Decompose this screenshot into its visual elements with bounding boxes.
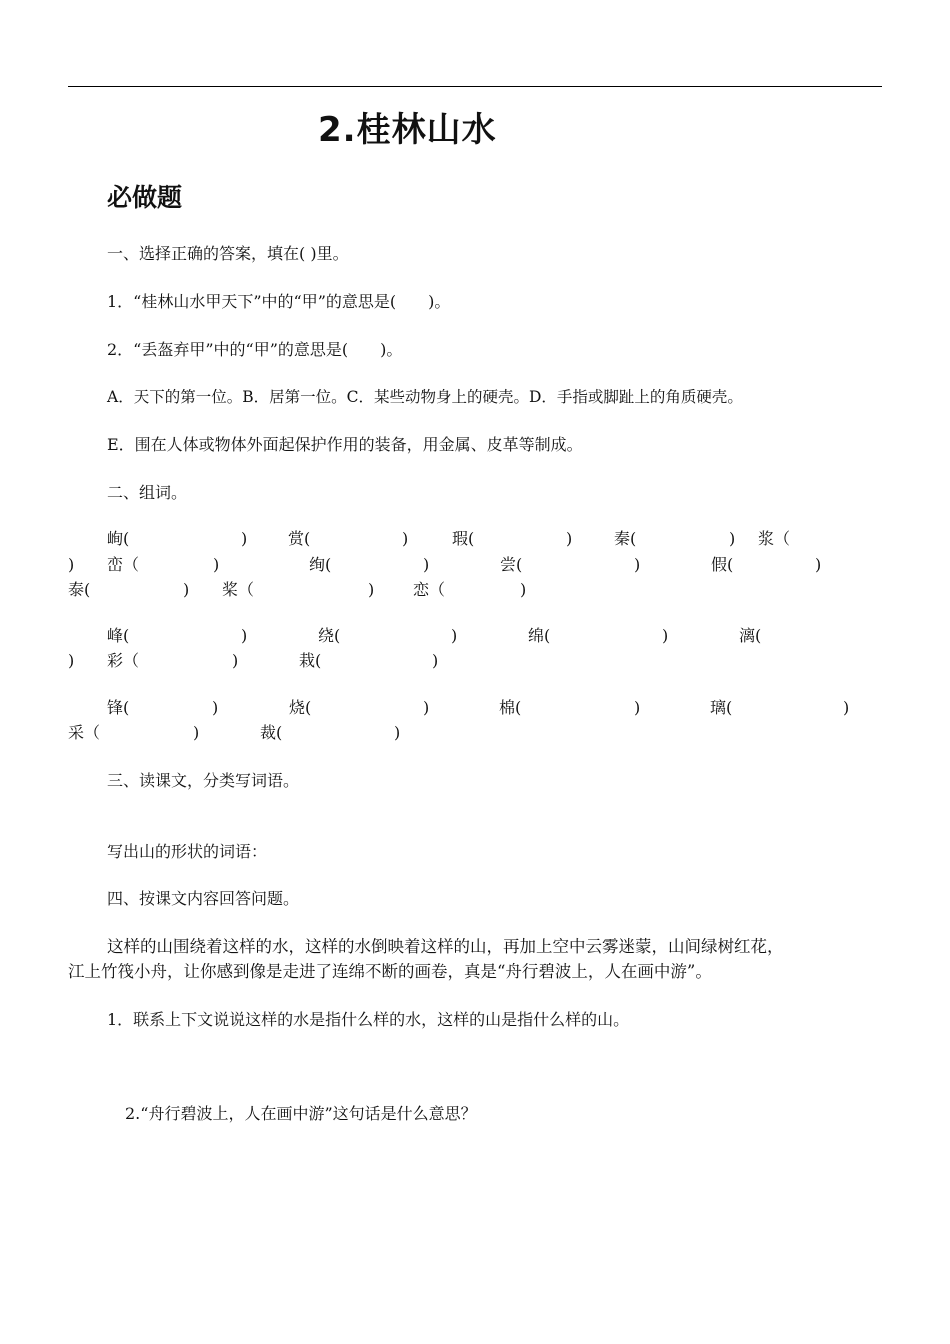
q1-heading: 一、选择正确的答案，填在( )里。: [107, 244, 349, 263]
q4-passage-line-1: 这样的山围绕着这样的水，这样的水倒映着这样的山，再加上空中云雾迷蒙，山间绿树红花，: [107, 937, 784, 956]
word-blank-close: ): [213, 555, 220, 574]
q1-item-2: 2．“丢盔弃甲”中的“甲”的意思是( )。: [107, 340, 403, 359]
word-blank-close: ): [232, 651, 239, 670]
word-blank-close: ): [402, 529, 409, 548]
word-blank-open: 假(: [711, 555, 734, 574]
word-blank-open: 泰(: [68, 580, 91, 599]
word-blank-close: ): [634, 555, 641, 574]
word-blank-close: ): [183, 580, 190, 599]
word-blank-close: ): [368, 580, 375, 599]
word-blank-close: ): [843, 698, 850, 717]
word-blank-close: ): [193, 723, 200, 742]
word-blank-close: ): [566, 529, 573, 548]
word-blank-close: ): [520, 580, 527, 599]
word-blank-open: 绵(: [528, 626, 551, 645]
q1-options-line-2: E．围在人体或物体外面起保护作用的装备，用金属、皮革等制成。: [107, 435, 583, 454]
q3-heading: 三、读课文，分类写词语。: [107, 771, 300, 790]
word-blank-close: ): [423, 698, 430, 717]
word-blank-open: 恋（: [413, 580, 446, 599]
word-blank-open: 绕(: [318, 626, 341, 645]
word-blank-close: ): [451, 626, 458, 645]
word-blank-open: 采（: [68, 723, 101, 742]
q4-question-1: 1．联系上下文说说这样的水是指什么样的水，这样的山是指什么样的山。: [107, 1010, 630, 1029]
word-blank-close: ): [241, 626, 248, 645]
word-blank-open: 峰(: [107, 626, 130, 645]
word-blank-close: ): [729, 529, 736, 548]
word-blank-open: 彩（: [107, 651, 140, 670]
word-blank-open: 尝(: [500, 555, 523, 574]
q1-item-1: 1．“桂林山水甲天下”中的“甲”的意思是( )。: [107, 292, 451, 311]
word-blank-open: 锋(: [107, 698, 130, 717]
word-blank-close: ): [432, 651, 439, 670]
word-blank-open: 绚(: [309, 555, 332, 574]
word-blank-open: 浆（: [758, 529, 791, 548]
q4-passage-line-2: 江上竹筏小舟，让你感到像是走进了连绵不断的画卷，真是“舟行碧波上，人在画中游”。: [68, 962, 712, 981]
word-blank-close: ): [662, 626, 669, 645]
word-blank-close: ): [423, 555, 430, 574]
q2-heading: 二、组词。: [107, 483, 188, 502]
word-blank-close: ): [68, 555, 75, 574]
word-blank-open: 桨（: [222, 580, 255, 599]
q4-heading: 四、按课文内容回答问题。: [107, 889, 300, 908]
word-blank-open: 栽(: [299, 651, 322, 670]
word-blank-open: 烧(: [289, 698, 312, 717]
word-blank-open: 璃(: [710, 698, 733, 717]
word-blank-close: ): [68, 651, 75, 670]
q3-prompt: 写出山的形状的词语：: [107, 842, 268, 861]
word-blank-open: 峋(: [107, 529, 130, 548]
section-heading: 必做题: [107, 183, 183, 212]
word-blank-open: 秦(: [614, 529, 637, 548]
word-blank-open: 瑕(: [452, 529, 475, 548]
word-blank-open: 峦（: [107, 555, 140, 574]
word-blank-open: 漓(: [739, 626, 762, 645]
word-blank-open: 棉(: [499, 698, 522, 717]
word-blank-close: ): [815, 555, 822, 574]
page-title: 2.桂林山水: [318, 110, 497, 150]
word-blank-close: ): [241, 529, 248, 548]
word-blank-close: ): [212, 698, 219, 717]
header-rule: [68, 86, 882, 87]
word-blank-open: 裁(: [260, 723, 283, 742]
q1-options-line-1: A．天下的第一位。B．居第一位。C．某些动物身上的硬壳。D．手指或脚趾上的角质硬壳。: [107, 388, 743, 406]
word-blank-close: ): [634, 698, 641, 717]
word-blank-close: ): [394, 723, 401, 742]
q4-question-2: 2.“舟行碧波上，人在画中游”这句话是什么意思？: [125, 1104, 477, 1123]
word-blank-open: 赏(: [288, 529, 311, 548]
